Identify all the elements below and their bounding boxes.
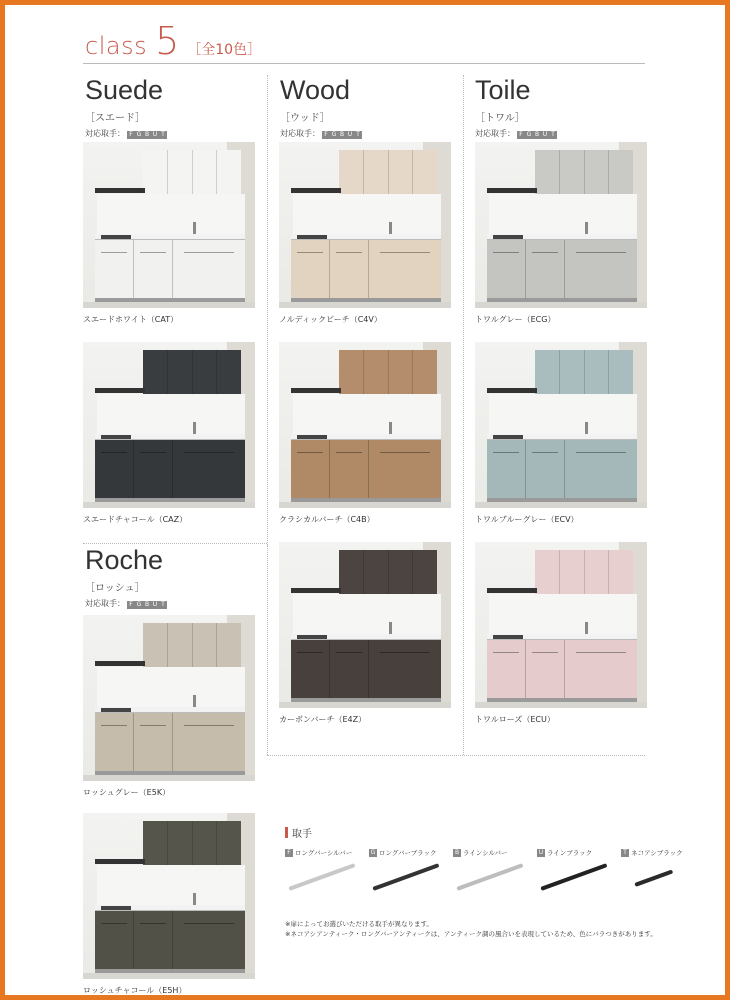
note-1: ※扉によってお選びいただける取手が異なります。 <box>285 920 433 928</box>
handle-label <box>621 848 705 857</box>
kitchen-cat <box>83 142 255 325</box>
section-title: Suede <box>85 75 164 105</box>
handle-label <box>537 848 621 857</box>
handle-label <box>453 848 537 857</box>
color-caption: スエードチャコール（CAZ） <box>83 515 188 524</box>
section-subtitle: ［ウッド］ <box>280 113 330 124</box>
kitchen-ecg <box>475 142 647 325</box>
handle-code-box: F <box>322 131 330 139</box>
handle-name: ロングバーシルバー <box>295 849 353 857</box>
handle-compat <box>280 128 362 139</box>
handle-code-box: F <box>127 601 135 609</box>
handle-code-box: F <box>127 131 135 139</box>
handle-compat-label: 対応取手： <box>475 129 515 138</box>
kitchen-ecv <box>475 342 647 525</box>
kitchen-photo <box>279 342 451 508</box>
color-caption: トワルグレー（ECG） <box>475 315 556 324</box>
handle-item <box>537 848 621 913</box>
handle-compat-label: 対応取手： <box>280 129 320 138</box>
handles-title-text: 取手 <box>292 829 312 840</box>
handle-code-box: B <box>144 600 150 608</box>
handle-code-box: T <box>354 131 362 139</box>
handle-code-box: G <box>526 130 532 138</box>
handle-code-box: T <box>549 131 557 139</box>
handle-name: ラインシルバー <box>463 849 508 857</box>
handle-code-box: U <box>347 130 353 138</box>
handle-compat <box>475 128 557 139</box>
handle-label <box>369 848 453 857</box>
handle-item <box>621 848 705 913</box>
accent-bar <box>285 827 288 838</box>
divider <box>267 755 645 756</box>
kitchen-e4z <box>279 542 451 725</box>
handle-item <box>285 848 369 913</box>
handle-code-box: B <box>454 848 460 856</box>
handle-image <box>285 857 369 913</box>
kitchen-photo <box>83 142 255 308</box>
handles-section <box>285 825 705 939</box>
kitchen-photo <box>83 615 255 781</box>
handle-code-box: B <box>144 130 150 138</box>
handle-image <box>453 857 537 913</box>
section-subtitle: ［ロッシュ］ <box>85 583 145 594</box>
handles-notes <box>285 919 705 939</box>
section-wood <box>280 75 362 139</box>
handle-code-box: G <box>331 130 337 138</box>
handle-item <box>369 848 453 913</box>
section-title: Roche <box>85 545 164 575</box>
kitchen-photo <box>475 542 647 708</box>
handle-code-box: B <box>534 130 540 138</box>
color-caption: トワルブルーグレー（ECV） <box>475 515 579 524</box>
kitchen-c4b <box>279 342 451 525</box>
divider <box>267 75 268 545</box>
color-count: ［全10色］ <box>187 42 262 58</box>
divider <box>267 545 268 755</box>
color-caption: ロッシュチャコール（E5H） <box>83 986 187 995</box>
class-header <box>85 19 262 63</box>
section-toile <box>475 75 557 139</box>
handle-code-box: G <box>136 600 142 608</box>
handle-name: ロングバーブラック <box>379 849 437 857</box>
handle-code-box: U <box>152 130 158 138</box>
handle-compat <box>85 128 167 139</box>
color-caption: クラシカルバーチ（C4B） <box>279 515 375 524</box>
kitchen-photo <box>475 142 647 308</box>
handle-compat-label: 対応取手： <box>85 129 125 138</box>
kitchen-photo <box>279 142 451 308</box>
note-2: ※ネコアシアンティーク・ロングバーアンティークは、アンティーク調の風合いを表現しているため、色にバラつきがあります。 <box>285 930 657 938</box>
kitchen-photo <box>83 813 255 979</box>
handle-code-box: G <box>136 130 142 138</box>
handle-image <box>621 857 705 913</box>
handle-codes <box>517 129 557 139</box>
kitchen-e5k <box>83 615 255 798</box>
handle-code-box: T <box>159 131 167 139</box>
handle-compat <box>85 598 167 609</box>
kitchen-c4v <box>279 142 451 325</box>
handle-item <box>453 848 537 913</box>
handle-code-box: T <box>159 601 167 609</box>
handle-code-box: T <box>621 849 629 857</box>
handle-code-box: F <box>285 849 293 857</box>
handle-code-box: U <box>152 600 158 608</box>
handle-code-box: U <box>538 848 544 856</box>
handle-image <box>369 857 453 913</box>
catalog-page <box>5 5 725 995</box>
handle-codes <box>322 129 362 139</box>
kitchen-e5h <box>83 813 255 996</box>
divider <box>463 75 464 755</box>
handle-code-box: U <box>542 130 548 138</box>
class-word: class <box>85 32 148 60</box>
handle-name: ネコアシブラック <box>631 849 683 857</box>
handles-row <box>285 848 705 913</box>
class-number: 5 <box>155 19 180 63</box>
section-roche <box>85 545 167 609</box>
handle-name: ラインブラック <box>547 849 593 857</box>
handle-codes <box>127 129 167 139</box>
section-subtitle: ［スエード］ <box>85 113 145 124</box>
color-caption: ロッシュグレー（E5K） <box>83 788 171 797</box>
section-title: Wood <box>280 75 351 105</box>
header-divider <box>83 63 645 64</box>
handle-code-box: B <box>339 130 345 138</box>
handle-compat-label: 対応取手： <box>85 599 125 608</box>
handle-label <box>285 848 369 857</box>
divider <box>83 543 267 544</box>
handle-code-box: G <box>370 848 376 856</box>
handle-image <box>537 857 621 913</box>
color-caption: トワルローズ（ECU） <box>475 715 555 724</box>
handles-title <box>285 825 705 840</box>
kitchen-caz <box>83 342 255 525</box>
kitchen-photo <box>475 342 647 508</box>
handle-codes <box>127 599 167 609</box>
color-caption: カーボンバーチ（E4Z） <box>279 715 367 724</box>
section-suede <box>85 75 167 139</box>
color-caption: ノルディックビーチ（C4V） <box>279 315 382 324</box>
kitchen-photo <box>279 542 451 708</box>
section-subtitle: ［トワル］ <box>475 113 525 124</box>
section-title: Toile <box>475 75 531 105</box>
kitchen-photo <box>83 342 255 508</box>
kitchen-ecu <box>475 542 647 725</box>
color-caption: スエードホワイト（CAT） <box>83 315 179 324</box>
handle-code-box: F <box>517 131 525 139</box>
